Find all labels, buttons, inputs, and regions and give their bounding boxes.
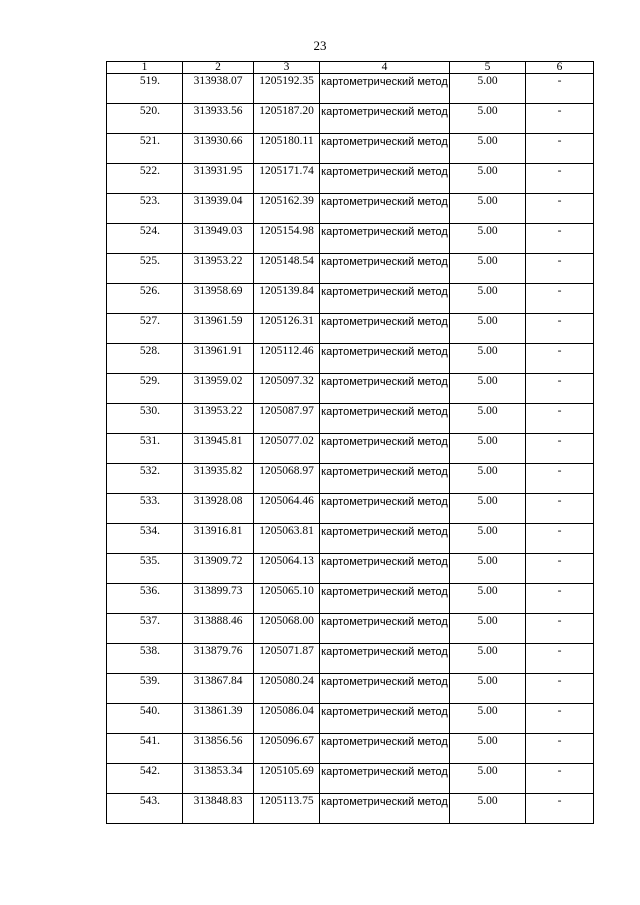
point-number-cell: 525. (107, 254, 183, 284)
method-cell: картометрический метод (320, 524, 450, 554)
column-header: 3 (254, 62, 320, 74)
accuracy-cell: 5.00 (450, 224, 526, 254)
point-number-cell: 528. (107, 344, 183, 374)
table-row (107, 674, 594, 704)
table-row (107, 224, 594, 254)
x-coordinate-cell: 313961.59 (183, 314, 254, 344)
accuracy-cell: 5.00 (450, 404, 526, 434)
point-number-cell: 531. (107, 434, 183, 464)
note-cell: - (526, 224, 594, 254)
table-row (107, 194, 594, 224)
accuracy-cell: 5.00 (450, 284, 526, 314)
note-cell: - (526, 644, 594, 674)
table-row (107, 644, 594, 674)
point-number-cell: 542. (107, 764, 183, 794)
method-cell: картометрический метод (320, 344, 450, 374)
x-coordinate-cell: 313935.82 (183, 464, 254, 494)
method-cell: картометрический метод (320, 764, 450, 794)
table-row (107, 374, 594, 404)
x-coordinate-cell: 313861.39 (183, 704, 254, 734)
method-cell: картометрический метод (320, 374, 450, 404)
note-cell: - (526, 104, 594, 134)
method-cell: картометрический метод (320, 464, 450, 494)
note-cell: - (526, 764, 594, 794)
x-coordinate-cell: 313959.02 (183, 374, 254, 404)
y-coordinate-cell: 1205154.98 (254, 224, 320, 254)
table-row (107, 794, 594, 824)
point-number-cell: 520. (107, 104, 183, 134)
column-header: 1 (107, 62, 183, 74)
y-coordinate-cell: 1205187.20 (254, 104, 320, 134)
column-header: 2 (183, 62, 254, 74)
note-cell: - (526, 584, 594, 614)
accuracy-cell: 5.00 (450, 374, 526, 404)
point-number-cell: 526. (107, 284, 183, 314)
note-cell: - (526, 134, 594, 164)
note-cell: - (526, 674, 594, 704)
y-coordinate-cell: 1205087.97 (254, 404, 320, 434)
point-number-cell: 523. (107, 194, 183, 224)
table-row (107, 734, 594, 764)
accuracy-cell: 5.00 (450, 104, 526, 134)
note-cell: - (526, 374, 594, 404)
note-cell: - (526, 794, 594, 824)
x-coordinate-cell: 313853.34 (183, 764, 254, 794)
column-header: 4 (320, 62, 450, 74)
note-cell: - (526, 194, 594, 224)
note-cell: - (526, 494, 594, 524)
method-cell: картометрический метод (320, 494, 450, 524)
accuracy-cell: 5.00 (450, 164, 526, 194)
point-number-cell: 537. (107, 614, 183, 644)
table-header-row (107, 62, 594, 74)
x-coordinate-cell: 313953.22 (183, 404, 254, 434)
method-cell: картометрический метод (320, 134, 450, 164)
x-coordinate-cell: 313867.84 (183, 674, 254, 704)
point-number-cell: 522. (107, 164, 183, 194)
accuracy-cell: 5.00 (450, 434, 526, 464)
y-coordinate-cell: 1205105.69 (254, 764, 320, 794)
accuracy-cell: 5.00 (450, 554, 526, 584)
accuracy-cell: 5.00 (450, 314, 526, 344)
y-coordinate-cell: 1205112.46 (254, 344, 320, 374)
column-header: 5 (450, 62, 526, 74)
table-row (107, 314, 594, 344)
method-cell: картометрический метод (320, 584, 450, 614)
y-coordinate-cell: 1205096.67 (254, 734, 320, 764)
accuracy-cell: 5.00 (450, 464, 526, 494)
note-cell: - (526, 74, 594, 104)
note-cell: - (526, 254, 594, 284)
accuracy-cell: 5.00 (450, 704, 526, 734)
note-cell: - (526, 284, 594, 314)
x-coordinate-cell: 313961.91 (183, 344, 254, 374)
accuracy-cell: 5.00 (450, 764, 526, 794)
x-coordinate-cell: 313848.83 (183, 794, 254, 824)
coordinates-table (106, 61, 594, 824)
table-row (107, 134, 594, 164)
y-coordinate-cell: 1205068.97 (254, 464, 320, 494)
page-number: 23 (313, 38, 327, 53)
method-cell: картометрический метод (320, 554, 450, 584)
y-coordinate-cell: 1205077.02 (254, 434, 320, 464)
y-coordinate-cell: 1205113.75 (254, 794, 320, 824)
x-coordinate-cell: 313928.08 (183, 494, 254, 524)
table-row (107, 284, 594, 314)
y-coordinate-cell: 1205162.39 (254, 194, 320, 224)
y-coordinate-cell: 1205080.24 (254, 674, 320, 704)
note-cell: - (526, 464, 594, 494)
note-cell: - (526, 524, 594, 554)
method-cell: картометрический метод (320, 704, 450, 734)
table-row (107, 584, 594, 614)
method-cell: картометрический метод (320, 644, 450, 674)
method-cell: картометрический метод (320, 734, 450, 764)
y-coordinate-cell: 1205139.84 (254, 284, 320, 314)
note-cell: - (526, 164, 594, 194)
accuracy-cell: 5.00 (450, 734, 526, 764)
x-coordinate-cell: 313930.66 (183, 134, 254, 164)
table-row (107, 614, 594, 644)
table-row (107, 434, 594, 464)
y-coordinate-cell: 1205097.32 (254, 374, 320, 404)
method-cell: картометрический метод (320, 614, 450, 644)
accuracy-cell: 5.00 (450, 674, 526, 704)
point-number-cell: 529. (107, 374, 183, 404)
x-coordinate-cell: 313856.56 (183, 734, 254, 764)
column-header: 6 (526, 62, 594, 74)
table-row (107, 74, 594, 104)
accuracy-cell: 5.00 (450, 794, 526, 824)
accuracy-cell: 5.00 (450, 74, 526, 104)
accuracy-cell: 5.00 (450, 524, 526, 554)
table-row (107, 344, 594, 374)
method-cell: картометрический метод (320, 674, 450, 704)
note-cell: - (526, 344, 594, 374)
method-cell: картометрический метод (320, 434, 450, 464)
method-cell: картометрический метод (320, 794, 450, 824)
y-coordinate-cell: 1205171.74 (254, 164, 320, 194)
y-coordinate-cell: 1205086.04 (254, 704, 320, 734)
table-row (107, 704, 594, 734)
x-coordinate-cell: 313879.76 (183, 644, 254, 674)
note-cell: - (526, 434, 594, 464)
method-cell: картометрический метод (320, 164, 450, 194)
point-number-cell: 541. (107, 734, 183, 764)
table-body (107, 74, 594, 824)
x-coordinate-cell: 313958.69 (183, 284, 254, 314)
x-coordinate-cell: 313933.56 (183, 104, 254, 134)
y-coordinate-cell: 1205063.81 (254, 524, 320, 554)
x-coordinate-cell: 313909.72 (183, 554, 254, 584)
x-coordinate-cell: 313916.81 (183, 524, 254, 554)
x-coordinate-cell: 313949.03 (183, 224, 254, 254)
point-number-cell: 538. (107, 644, 183, 674)
point-number-cell: 527. (107, 314, 183, 344)
point-number-cell: 532. (107, 464, 183, 494)
point-number-cell: 540. (107, 704, 183, 734)
point-number-cell: 524. (107, 224, 183, 254)
accuracy-cell: 5.00 (450, 584, 526, 614)
y-coordinate-cell: 1205192.35 (254, 74, 320, 104)
accuracy-cell: 5.00 (450, 134, 526, 164)
y-coordinate-cell: 1205064.46 (254, 494, 320, 524)
point-number-cell: 533. (107, 494, 183, 524)
method-cell: картометрический метод (320, 104, 450, 134)
x-coordinate-cell: 313931.95 (183, 164, 254, 194)
table-row (107, 494, 594, 524)
x-coordinate-cell: 313899.73 (183, 584, 254, 614)
point-number-cell: 543. (107, 794, 183, 824)
table-row (107, 254, 594, 284)
y-coordinate-cell: 1205071.87 (254, 644, 320, 674)
point-number-cell: 530. (107, 404, 183, 434)
note-cell: - (526, 404, 594, 434)
accuracy-cell: 5.00 (450, 194, 526, 224)
x-coordinate-cell: 313888.46 (183, 614, 254, 644)
point-number-cell: 535. (107, 554, 183, 584)
note-cell: - (526, 704, 594, 734)
y-coordinate-cell: 1205064.13 (254, 554, 320, 584)
point-number-cell: 539. (107, 674, 183, 704)
table-row (107, 464, 594, 494)
accuracy-cell: 5.00 (450, 614, 526, 644)
y-coordinate-cell: 1205126.31 (254, 314, 320, 344)
accuracy-cell: 5.00 (450, 494, 526, 524)
point-number-cell: 534. (107, 524, 183, 554)
method-cell: картометрический метод (320, 404, 450, 434)
y-coordinate-cell: 1205180.11 (254, 134, 320, 164)
method-cell: картометрический метод (320, 254, 450, 284)
note-cell: - (526, 614, 594, 644)
method-cell: картометрический метод (320, 194, 450, 224)
table-row (107, 764, 594, 794)
x-coordinate-cell: 313938.07 (183, 74, 254, 104)
point-number-cell: 519. (107, 74, 183, 104)
accuracy-cell: 5.00 (450, 344, 526, 374)
y-coordinate-cell: 1205068.00 (254, 614, 320, 644)
x-coordinate-cell: 313939.04 (183, 194, 254, 224)
method-cell: картометрический метод (320, 314, 450, 344)
y-coordinate-cell: 1205148.54 (254, 254, 320, 284)
table-row (107, 404, 594, 434)
accuracy-cell: 5.00 (450, 644, 526, 674)
method-cell: картометрический метод (320, 74, 450, 104)
y-coordinate-cell: 1205065.10 (254, 584, 320, 614)
note-cell: - (526, 314, 594, 344)
x-coordinate-cell: 313945.81 (183, 434, 254, 464)
table-row (107, 104, 594, 134)
x-coordinate-cell: 313953.22 (183, 254, 254, 284)
point-number-cell: 536. (107, 584, 183, 614)
method-cell: картометрический метод (320, 284, 450, 314)
accuracy-cell: 5.00 (450, 254, 526, 284)
method-cell: картометрический метод (320, 224, 450, 254)
table-row (107, 164, 594, 194)
point-number-cell: 521. (107, 134, 183, 164)
note-cell: - (526, 734, 594, 764)
table-row (107, 524, 594, 554)
table-row (107, 554, 594, 584)
note-cell: - (526, 554, 594, 584)
